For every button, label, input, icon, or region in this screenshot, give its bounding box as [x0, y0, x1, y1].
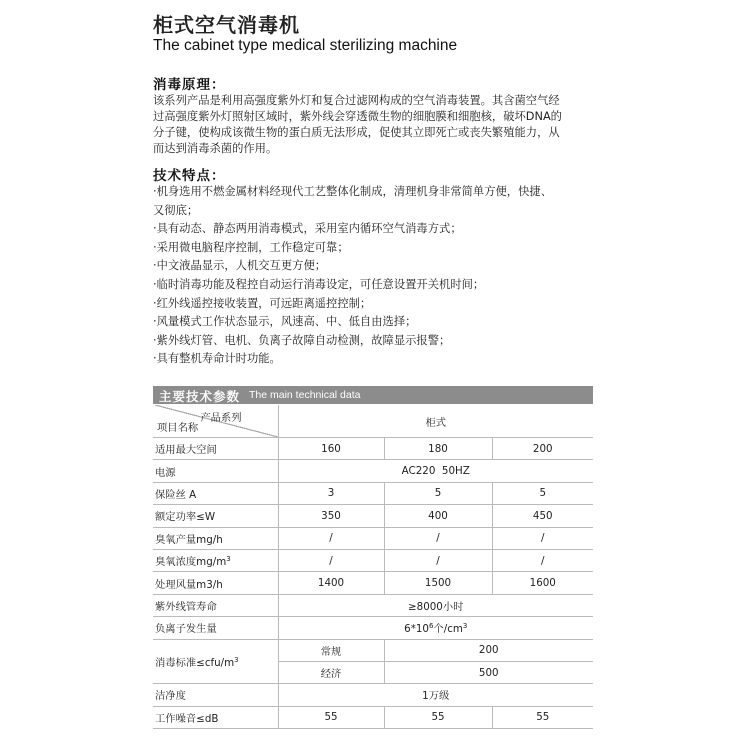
feature-item: ·临时消毒功能及程控自动运行消毒设定，可任意设置开关机时间；	[153, 277, 485, 291]
cell-value: 400	[384, 505, 492, 527]
feature-item: ·风量模式工作状态显示，风速高、中、低自由选择；	[153, 315, 417, 329]
feature-item: 又彻底；	[153, 203, 199, 217]
principle-text	[153, 93, 603, 157]
row-label: 保险丝 A	[153, 482, 278, 504]
cell-value: 200	[492, 438, 593, 460]
cell-value: 1万级	[278, 684, 593, 706]
feature-item: ·紫外线灯管、电机、负离子故障自动检测，故障显示报警；	[153, 333, 451, 347]
feature-item: ·机身选用不燃金属材料经现代工艺整体化制成，清理机身非常简单方便，快捷、	[153, 185, 552, 198]
cell-value: 5	[492, 482, 593, 504]
cell-value: /	[278, 549, 384, 571]
row-label: 适用最大空间	[153, 438, 278, 460]
spec-table-header-bar	[153, 386, 593, 404]
row-label: 额定功率≤W	[153, 505, 278, 527]
table-row	[153, 684, 593, 706]
row-label: 臭氧浓度$mg/m^3$	[153, 549, 278, 571]
page-title: 柜式空气消毒机	[153, 13, 300, 37]
cell-value: /	[384, 549, 492, 571]
principle-line: 分子键，使构成该微生物的蛋白质无法形成，促使其立即死亡或丧失繁殖能力，从	[153, 126, 560, 139]
sub-label: 经济	[278, 661, 384, 683]
table-row	[153, 527, 593, 549]
table-row	[153, 460, 593, 482]
principle-heading: 消毒原理：	[153, 77, 226, 93]
table-row	[153, 706, 593, 728]
table-row	[153, 572, 593, 594]
table-row	[153, 617, 593, 639]
table-row	[153, 594, 593, 616]
cell-value: /	[278, 527, 384, 549]
table-row	[153, 482, 593, 504]
cell-value: 450	[492, 505, 593, 527]
row-label: 电源	[153, 460, 278, 482]
row-label: 负离子发生量	[153, 617, 278, 639]
feature-item: ·采用微电脑程序控制，工作稳定可靠；	[153, 240, 349, 254]
item-header-label: 项目名称	[157, 422, 199, 434]
cell-value: 1600	[492, 572, 593, 594]
cell-value: 160	[278, 438, 384, 460]
cell-value: 55	[492, 706, 593, 728]
features-heading: 技术特点：	[153, 168, 226, 184]
principle-line: 该系列产品是利用高强度紫外灯和复合过滤网构成的空气消毒装置。其含菌空气经	[153, 94, 560, 107]
features-list	[153, 183, 603, 369]
principle-line: 过高强度紫外灯照射区域时，紫外线会穿透微生物的细胞膜和细胞核，破坏DNA的	[153, 110, 562, 123]
cell-value: 55	[384, 706, 492, 728]
series-header-label: 产品系列	[200, 412, 242, 424]
table-row	[153, 639, 593, 661]
principle-line: 而达到消毒杀菌的作用。	[153, 142, 278, 155]
row-label: 紫外线管寿命	[153, 594, 278, 616]
table-row	[153, 438, 593, 460]
cell-value: AC220 50HZ	[278, 460, 593, 482]
row-label: 工作噪音≤dB	[153, 706, 278, 728]
cell-value: 180	[384, 438, 492, 460]
cell-value: 1500	[384, 572, 492, 594]
cell-value: 5	[384, 482, 492, 504]
table-row	[153, 505, 593, 527]
cell-value: 200	[384, 639, 593, 661]
cell-value: $6*10^6$个$/cm^3$	[278, 617, 593, 639]
cell-value: 1400	[278, 572, 384, 594]
cell-value: /	[492, 549, 593, 571]
page-subtitle: The cabinet type medical sterilizing machine	[153, 37, 458, 54]
feature-item: ·具有整机寿命计时功能。	[153, 352, 281, 366]
cell-value: 500	[384, 661, 593, 683]
cell-value: 350	[278, 505, 384, 527]
diagonal-header-cell	[153, 405, 278, 438]
cell-value: 55	[278, 706, 384, 728]
series-value-cell: 柜式	[278, 405, 593, 438]
row-label: 消毒标准$\le cfu/m^3$	[153, 639, 278, 684]
spec-table-title: 主要技术参数	[159, 389, 241, 404]
cell-value: /	[384, 527, 492, 549]
spec-table	[153, 405, 593, 729]
spec-table-title-en: The main technical data	[249, 389, 361, 401]
feature-item: ·中文液晶显示，人机交互更方便；	[153, 259, 327, 273]
table-row	[153, 549, 593, 571]
cell-value: ≥8000小时	[278, 594, 593, 616]
feature-item: ·红外线遥控接收装置，可远距离遥控控制；	[153, 296, 372, 310]
row-label: 洁净度	[153, 684, 278, 706]
row-label: 处理风量m3/h	[153, 572, 278, 594]
sub-label: 常规	[278, 639, 384, 661]
table-header-row	[153, 405, 593, 438]
feature-item: ·具有动态、静态两用消毒模式，采用室内循环空气消毒方式；	[153, 222, 462, 236]
cell-value: 3	[278, 482, 384, 504]
row-label: 臭氧产量mg/h	[153, 527, 278, 549]
cell-value: /	[492, 527, 593, 549]
